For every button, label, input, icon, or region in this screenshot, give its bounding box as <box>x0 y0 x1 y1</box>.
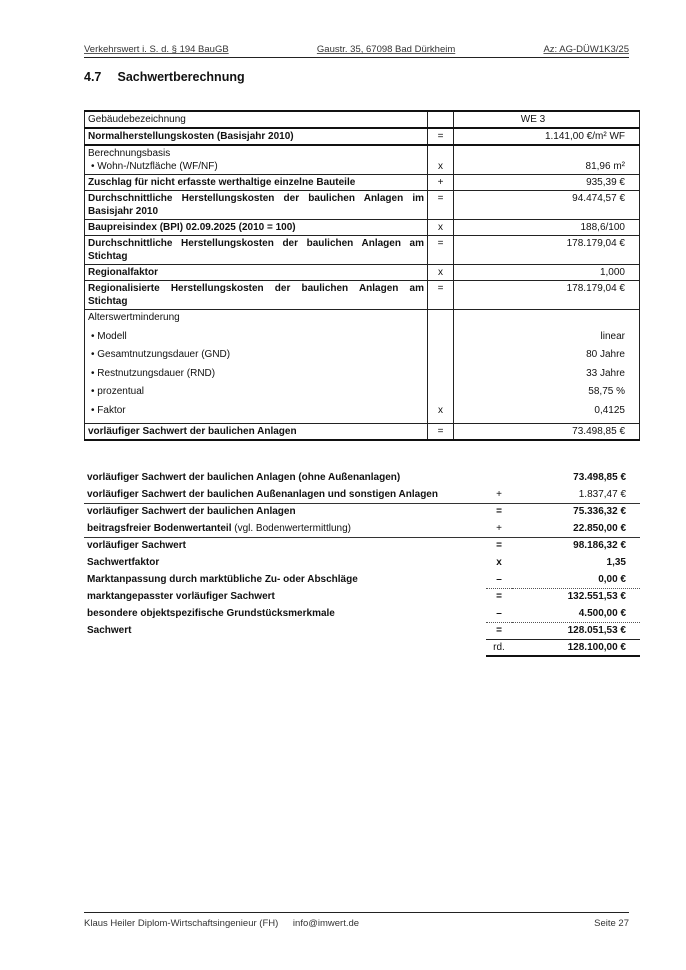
table-row: Zuschlag für nicht erfasste werthaltige einzelne Bauteile + 935,39 € <box>85 175 640 191</box>
footer-email: info@imwert.de <box>292 918 360 929</box>
summary-row: vorläufiger Sachwert der baulichen Außenanlagen und sonstigen Anlagen + 1.837,47 € <box>87 488 626 500</box>
summary-row: vorläufiger Sachwert der baulichen Anlagen = 75.336,32 € <box>84 503 640 520</box>
page-header <box>84 44 629 58</box>
summary-row: marktangepasster vorläufiger Sachwert = 132.551,53 € <box>84 588 640 605</box>
sachwert-calculation-table <box>84 110 640 441</box>
section-number: 4.7 <box>84 70 102 84</box>
summary-row: beitragsfreier Bodenwertanteil (vgl. Bodenwertermittlung) + 22.850,00 € <box>87 522 626 534</box>
section-heading: Sachwertberechnung <box>117 70 245 84</box>
table-row: Durchschnittliche Herstellungskosten der baulichen Anlagen am Stichtag = 178.179,04 € <box>85 236 640 265</box>
summary-row: vorläufiger Sachwert = 98.186,32 € <box>84 537 640 554</box>
table-row: Berechnungsbasis • Wohn-/Nutzfläche (WF/NF) x 81,96 m² <box>85 145 640 175</box>
summary-row: vorläufiger Sachwert der baulichen Anlagen (ohne Außenanlagen) 73.498,85 € <box>87 472 626 483</box>
sachwert-summary-table <box>84 469 640 657</box>
header-right: Az: AG-DÜW1K3/25 <box>543 44 629 55</box>
footer-author: Klaus Heiler Diplom-Wirtschaftsingenieur (FH) <box>84 918 279 929</box>
header-center: Gaustr. 35, 67098 Bad Dürkheim <box>316 44 456 55</box>
table-row <box>85 111 640 128</box>
table-row: Regionalisierte Herstellungskosten der baulichen Anlagen am Stichtag = 178.179,04 € <box>85 281 640 310</box>
table-row: Durchschnittliche Herstellungskosten der baulichen Anlagen im Basisjahr 2010 = 94.474,57 € <box>85 191 640 220</box>
header-left: Verkehrswert i. S. d. § 194 BauGB <box>84 44 229 55</box>
summary-row: Sachwert = 128.051,53 € <box>84 622 640 639</box>
summary-row: Marktanpassung durch marktübliche Zu- oder Abschläge – 0,00 € <box>87 573 626 585</box>
table-row: Regionalfaktor x 1,000 <box>85 265 640 281</box>
summary-row: Sachwertfaktor x 1,35 <box>87 557 626 568</box>
table-row: Alterswertminderung • Modell • Gesamtnutzungsdauer (GND) • Restnutzungsdauer (RND) • prozentual • Faktor x linear 80 Jahre 33 Jahre 58,75 % 0,4125 <box>85 310 640 424</box>
building-value: WE 3 <box>454 111 640 128</box>
summary-row: rd. 128.100,00 € <box>84 639 640 656</box>
table-row: vorläufiger Sachwert der baulichen Anlagen = 73.498,85 € <box>85 424 640 441</box>
table-row: Baupreisindex (BPI) 02.09.2025 (2010 = 100) x 188,6/100 <box>85 220 640 236</box>
building-label: Gebäudebezeichnung <box>85 111 428 128</box>
table-row: Normalherstellungskosten (Basisjahr 2010) = 1.141,00 €/m² WF <box>85 128 640 145</box>
summary-row: besondere objektspezifische Grundstücksmerkmale – 4.500,00 € <box>87 607 626 619</box>
section-title <box>84 70 245 84</box>
page-footer <box>84 912 629 929</box>
page-number: Seite 27 <box>594 918 629 929</box>
